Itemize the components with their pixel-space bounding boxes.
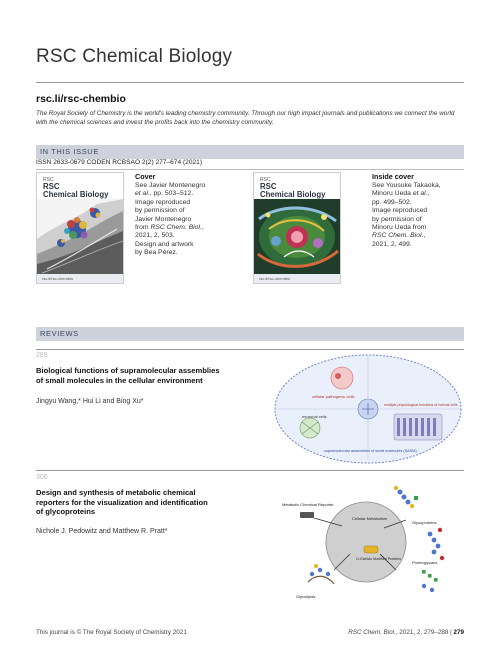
graphic-label: supramolecular assemblies of small molecules (SASM) xyxy=(324,449,417,453)
issn-line: ISSN 2633-0679 CODEN RCBSAO 2(2) 277–674 (2021) xyxy=(36,159,203,166)
cover-brand: RSC xyxy=(43,177,54,183)
cover-journal-title: RSC Chemical Biology xyxy=(43,182,109,199)
page-number: 279 xyxy=(453,629,464,636)
graphic-label: O-GlcNAc Modified Proteins xyxy=(356,557,401,561)
reviews-bar xyxy=(36,327,464,341)
review-authors: Jingyu Wang,* Hui Li and Bing Xu* xyxy=(36,398,144,405)
review-graphic-supramolecular xyxy=(272,352,464,466)
journal-title: RSC Chemical Biology xyxy=(36,46,233,67)
cover-footer: rsc.li/rsc-chembio xyxy=(254,274,340,283)
reviews-heading: REVIEWS xyxy=(40,329,79,338)
cover-journal-title: RSC Chemical Biology xyxy=(260,182,326,199)
mission-statement: The Royal Society of Chemistry is the world's leading chemistry community. Through our high impact journals and publications we connect the world with the chemical sciences and invest the profits back into the chemistry community. xyxy=(36,110,455,126)
cover-brand: RSC xyxy=(260,177,271,183)
graphic-label: Glycolipids xyxy=(296,594,316,599)
graphic-label: Cellular Metabolism xyxy=(352,516,388,521)
footer-citation: RSC Chem. Biol., 2021, 2, 279–288 | 279 xyxy=(348,629,464,636)
cover-caption-heading: Cover xyxy=(135,172,156,181)
review-page-number: 289 xyxy=(36,352,48,359)
graphic-label: multiple physiological functions of normal cells xyxy=(384,403,458,407)
inside-cover-caption-heading: Inside cover xyxy=(372,172,414,181)
inside-cover-artwork xyxy=(254,199,340,274)
header-divider xyxy=(36,82,464,83)
in-this-issue-heading: IN THIS ISSUE xyxy=(40,147,99,156)
review-divider xyxy=(36,349,464,350)
graphic-label: Proteoglycans xyxy=(412,560,438,565)
footer-copyright: This journal is © The Royal Society of Chemistry 2021 xyxy=(36,629,187,636)
cover-caption: Cover See Javier Montenegro et al., pp. 503–512. Image reproduced by permission of Javier Montenegro from RSC Chem. Biol., 2021, 2, 503. Design and artwork by Bea Pérez. xyxy=(135,173,219,258)
graphic-label: Metabolic Chemical Reporter xyxy=(282,502,334,507)
cover-artwork xyxy=(37,199,123,274)
graphic-label: Glycoproteins xyxy=(412,520,437,525)
review-title[interactable]: Biological functions of supramolecular assemblies of small molecules in the cellular environment xyxy=(36,366,220,385)
cover-image[interactable] xyxy=(36,172,124,284)
review-title[interactable]: Design and synthesis of metabolic chemical reporters for the visualization and identification of glycoproteins xyxy=(36,488,208,517)
graphic-label: cellular pathogenic cells xyxy=(312,394,355,399)
inside-cover-image[interactable] xyxy=(253,172,341,284)
journal-url[interactable]: rsc.li/rsc-chembio xyxy=(36,93,126,105)
issn-divider xyxy=(36,169,464,170)
cover-footer: rsc.li/rsc-chembio xyxy=(37,274,123,283)
review-authors: Nichole J. Pedowitz and Matthew R. Pratt* xyxy=(36,528,168,535)
review-page-number: 306 xyxy=(36,474,48,481)
review-divider xyxy=(36,470,464,471)
graphic-label: neuronal cells xyxy=(302,414,327,419)
in-this-issue-bar xyxy=(36,145,464,159)
inside-cover-caption: Inside cover See Yousuke Takaoka, Minoru Ueda et al., pp. 499–502. Image reproduced by permission of Minoru Ueda from RSC Chem. Biol., 2021, 2, 499. xyxy=(372,173,456,249)
review-graphic-glycoproteins xyxy=(272,474,464,614)
